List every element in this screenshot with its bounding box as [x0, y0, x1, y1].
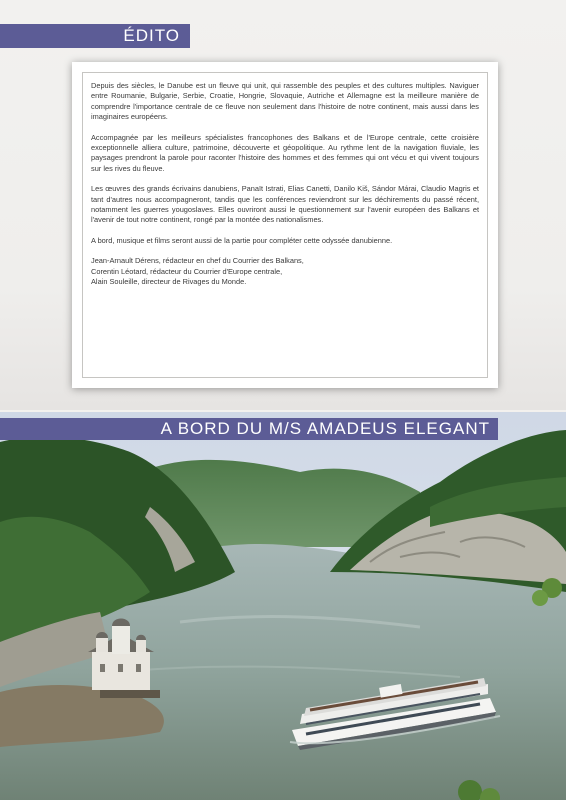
edito-paragraph-1: Depuis des siècles, le Danube est un fleuve qui unit, qui rassemble des peuples et des cultures multiples. Naviguer entre Roumanie, Bulgarie, Serbie, Croatie, Hongrie, Slovaquie, Autriche et Allemagne est la meilleure manière de comprendre l'importance centrale de ce fleuve non seulement dans l'histoire de notre continent, mais aussi dans les imaginaires européens. [91, 81, 479, 122]
edito-paragraph-3: Les œuvres des grands écrivains danubiens, Panaït Istrati, Elias Canetti, Danilo Kiš, Sándor Márai, Claudio Magris et tant d'autres nous accompagneront, tandis que les conférences reviendront sur les déchirements du passé récent, notamment les guerres yougoslaves. Elles ouvriront aussi le questionnement sur l'avenir européen des Balkans et l'avenir de tout notre continent, rongé par la montée des nationalismes. [91, 184, 479, 225]
edito-paragraph-2: Accompagnée par les meilleurs spécialistes francophones des Balkans et de l'Europe centrale, cette croisière exceptionnelle alliera culture, patrimoine, découverte et géopolitique. Au rythme lent de la navigation fluviale, les paysages prendront la parole pour raconter l'histoire des hommes et des femmes qui ont vécu et qui vivent toujours sur les rives du fleuve. [91, 132, 479, 173]
edito-paragraph-4: A bord, musique et films seront aussi de la partie pour compléter cette odyssée danubienne. [91, 235, 393, 245]
signature-souleille: Alain Souleille, directeur de Rivages du Monde. [91, 277, 247, 287]
ship-section-heading: A BORD DU M/S AMADEUS ELEGANT [0, 418, 498, 440]
edito-signatures [91, 256, 479, 287]
edito-card [72, 62, 498, 388]
signature-derens: Jean-Arnault Dérens, rédacteur en chef du Courrier des Balkans, [91, 256, 304, 266]
edito-heading: ÉDITO [0, 24, 190, 48]
danube-gorge-photo [0, 412, 566, 800]
edito-text-frame [82, 72, 488, 378]
signature-leotard: Corentin Léotard, rédacteur du Courrier d'Europe centrale, [91, 266, 283, 276]
